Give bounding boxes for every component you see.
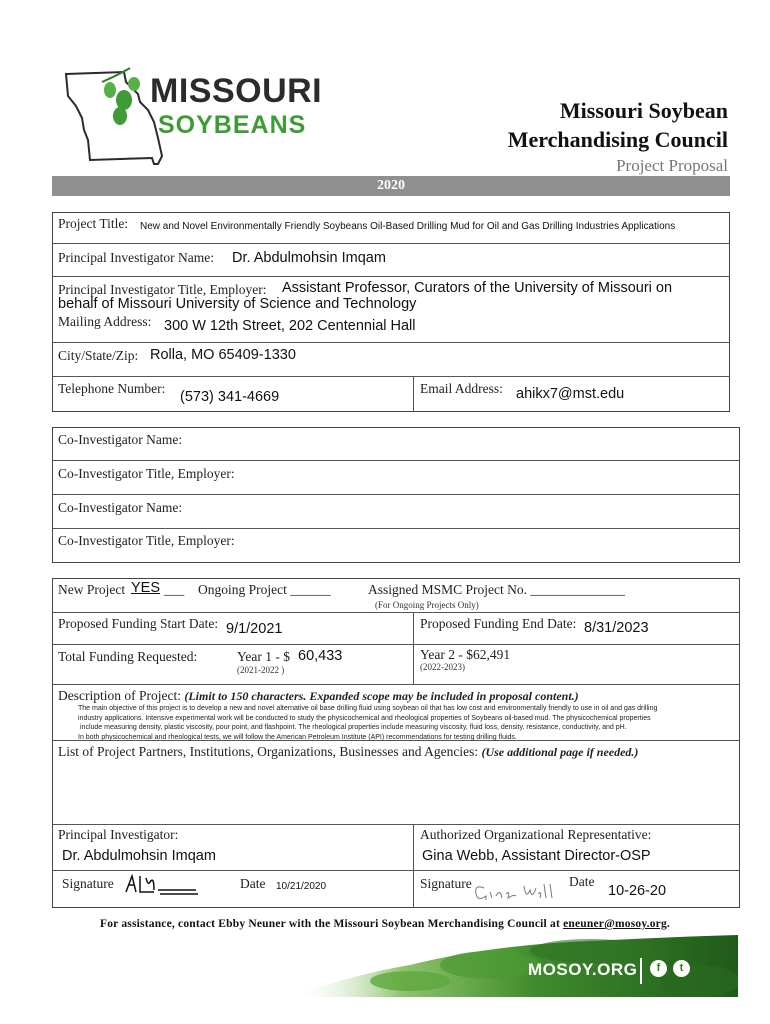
org-title — [508, 96, 728, 154]
brand-divider — [640, 958, 642, 984]
assistance-end: . — [666, 918, 670, 930]
divider — [52, 460, 740, 461]
mosoy-banner — [290, 935, 738, 997]
divider — [52, 276, 730, 277]
pi-name-label: Principal Investigator Name: — [58, 250, 214, 265]
description-label-row — [58, 688, 579, 704]
aor-signature-label: Signature — [420, 876, 472, 891]
funding-start-label: Proposed Funding Start Date: — [58, 616, 219, 631]
city-state-zip-field[interactable]: Rolla, MO 65409-1330 — [150, 347, 296, 363]
aor-name-field[interactable]: Gina Webb, Assistant Director-OSP — [422, 848, 651, 864]
divider — [52, 342, 730, 343]
year1-label: Year 1 - $ — [237, 649, 290, 664]
new-project-label: New Project — [58, 582, 126, 597]
aor-signature-image[interactable] — [470, 880, 562, 904]
co-investigator-2-name-label: Co-Investigator Name: — [58, 500, 183, 515]
aor-label: Authorized Organizational Representative: — [420, 827, 652, 842]
total-funding-label: Total Funding Requested: — [58, 649, 198, 664]
divider — [52, 644, 740, 645]
telephone-field[interactable]: (573) 341-4669 — [180, 389, 280, 405]
divider — [52, 494, 740, 495]
description-line: include measuring density, plastic viscosity, pour point, and flashpoint. The rheological properties include measuring viscosity, fluid loss, density, resistance, conductivity, and pH. — [80, 724, 627, 731]
org-title-line2: Merchandising Council — [507, 127, 728, 152]
ongoing-project-label: Ongoing Project ______ — [198, 582, 331, 597]
partners-label-row — [58, 744, 638, 760]
description-hint: (Limit to 150 characters. Expanded scope may be included in proposal content.) — [184, 689, 579, 703]
new-project-field[interactable]: YES — [131, 580, 161, 596]
year2-label[interactable]: Year 2 - $62,491 — [420, 647, 511, 662]
pi-signature-name-field[interactable]: Dr. Abdulmohsin Imqam — [62, 848, 216, 864]
description-label: Description of Project: — [58, 688, 181, 703]
assistance-note — [0, 918, 770, 930]
city-state-zip-label: City/State/Zip: — [58, 348, 139, 363]
facebook-icon[interactable]: f — [650, 960, 667, 977]
mailing-address-label: Mailing Address: — [58, 314, 152, 329]
description-line: In both physicochemical and rheological tests, we will follow the American Petroleum Institute (API) recommendations for testing drilling fluids. — [78, 733, 517, 741]
logo-missouri-text: MISSOURI — [150, 72, 323, 110]
partners-hint: (Use additional page if needed.) — [481, 745, 639, 759]
funding-end-field[interactable]: 8/31/2023 — [584, 620, 649, 636]
divider — [52, 684, 740, 685]
email-field[interactable]: ahikx7@mst.edu — [516, 386, 625, 402]
handwritten-signature-icon — [470, 880, 562, 904]
funding-end-label: Proposed Funding End Date: — [420, 616, 577, 631]
divider — [52, 870, 740, 871]
divider — [413, 376, 414, 412]
assistance-text: For assistance, contact Ebby Neuner with the Missouri Soybean Merchandising Council at — [100, 918, 564, 930]
divider — [52, 528, 740, 529]
pi-signature-name-label: Principal Investigator: — [58, 827, 179, 842]
divider — [52, 824, 740, 825]
pi-title-label: Principal Investigator Title, Employer: — [58, 282, 267, 297]
pi-title-field-line2[interactable]: behalf of Missouri University of Science and Technology — [58, 296, 417, 312]
year2-range: (2022-2023) — [420, 662, 465, 672]
ongoing-projects-note: (For Ongoing Projects Only) — [375, 600, 479, 610]
assigned-msmc-project-label: Assigned MSMC Project No. ______________ — [368, 582, 625, 597]
project-title-field[interactable]: New and Novel Environmentally Friendly Soybeans Oil-Based Drilling Mud for Oil and Gas Drilling Industries Applications — [140, 221, 676, 232]
divider — [52, 376, 730, 377]
aor-date-label: Date — [569, 874, 595, 889]
pi-signature-label: Signature — [62, 876, 114, 891]
assistance-email-link[interactable]: eneuner@mosoy.org — [563, 918, 667, 930]
pi-date-label: Date — [240, 876, 266, 891]
handwritten-signature-icon — [124, 872, 202, 898]
divider — [52, 243, 730, 244]
email-label: Email Address: — [420, 381, 503, 396]
twitter-icon[interactable]: t — [673, 960, 690, 977]
project-title-label: Project Title: — [58, 216, 129, 231]
mailing-address-field[interactable]: 300 W 12th Street, 202 Centennial Hall — [164, 318, 416, 334]
co-investigator-1-title-label: Co-Investigator Title, Employer: — [58, 466, 235, 481]
year-bar: 2020 — [52, 176, 730, 196]
co-investigator-1-name-label: Co-Investigator Name: — [58, 432, 183, 447]
logo-soybeans-text: SOYBEANS — [158, 111, 307, 139]
org-title-line1: Missouri Soybean — [559, 98, 728, 123]
year1-amount-field[interactable]: 60,433 — [298, 648, 343, 664]
divider — [413, 824, 414, 908]
new-project-blank: ___ — [164, 582, 185, 597]
document-type-label: Project Proposal — [616, 156, 728, 175]
description-field[interactable] — [78, 704, 718, 742]
description-line: industry applications. Intensive experimental work will be conducted to study the physicochemical and rheological properties of Soybeans oil-based mud. The physicochemical properties — [78, 714, 651, 722]
aor-date-field[interactable]: 10-26-20 — [608, 883, 667, 899]
funding-start-field[interactable]: 9/1/2021 — [226, 621, 283, 637]
pi-signature-image[interactable] — [124, 872, 202, 898]
pi-date-field[interactable]: 10/21/2020 — [276, 881, 327, 892]
soybean-leaves-banner-image — [290, 935, 738, 997]
partners-field[interactable] — [54, 762, 738, 822]
mosoy-brand-link[interactable]: MOSOY.ORG — [528, 960, 638, 979]
co-investigator-2-title-label: Co-Investigator Title, Employer: — [58, 533, 235, 548]
description-line: The main objective of this project is to develop a new and novel alternative oil base drilling fluid using soybean oil that has low cost and environmentally friendly to use in oil and gas drilling — [78, 705, 658, 712]
divider — [52, 612, 740, 613]
telephone-label: Telephone Number: — [58, 381, 166, 396]
year1-range: (2021-2022 ) — [237, 665, 285, 675]
partners-label: List of Project Partners, Institutions, Organizations, Businesses and Agencies: — [58, 744, 479, 759]
pi-name-field[interactable]: Dr. Abdulmohsin Imqam — [232, 250, 386, 266]
divider — [413, 612, 414, 684]
pi-title-field-line1[interactable]: Assistant Professor, Curators of the University of Missouri on — [282, 280, 673, 296]
